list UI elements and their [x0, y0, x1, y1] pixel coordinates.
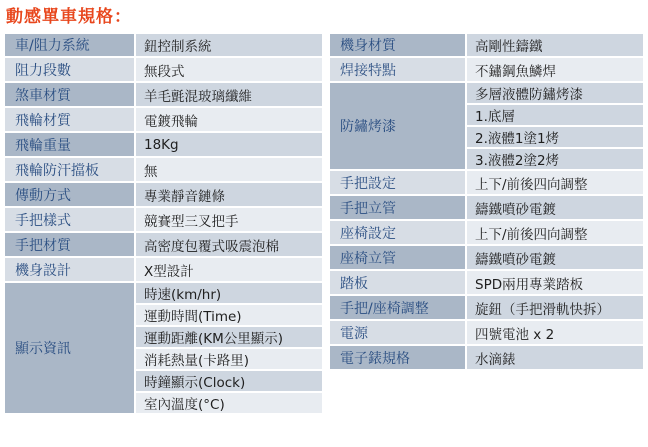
spec-row	[5, 133, 322, 156]
spec-label: 顯示資訊	[5, 283, 134, 413]
coating-values	[467, 83, 643, 169]
spec-row	[5, 34, 322, 56]
spec-label: 防鏽烤漆	[330, 83, 465, 169]
spec-value: 鈕控制系統	[136, 34, 322, 56]
spec-value: 18Kg	[136, 133, 322, 156]
coating-item: 3.液體2塗2烤	[467, 149, 643, 169]
display-info-item: 運動時間(Time)	[136, 305, 322, 325]
spec-value: 旋鈕（手把滑軌快拆）	[467, 296, 643, 319]
spec-value: 高剛性鑄鐵	[467, 34, 643, 56]
spec-label: 煞車材質	[5, 83, 134, 106]
spec-label: 焊接特點	[330, 58, 465, 81]
spec-value: 水滴錶	[467, 346, 643, 369]
spec-row	[330, 271, 643, 294]
display-info-item: 時速(km/hr)	[136, 283, 322, 303]
spec-row	[5, 208, 322, 231]
spec-label: 傳動方式	[5, 183, 134, 206]
display-info-item: 室內溫度(°C)	[136, 393, 322, 413]
spec-table-right	[330, 34, 643, 369]
spec-value: X型設計	[136, 258, 322, 281]
spec-label: 阻力段數	[5, 58, 134, 81]
spec-row	[5, 58, 322, 81]
spec-row	[5, 258, 322, 281]
spec-label: 手把材質	[5, 233, 134, 256]
spec-row	[330, 171, 643, 194]
coating-item: 多層液體防鏽烤漆	[467, 83, 643, 103]
spec-row	[330, 221, 643, 244]
display-info-item: 時鐘顯示(Clock)	[136, 371, 322, 391]
spec-row	[330, 246, 643, 269]
coating-item: 1.底層	[467, 105, 643, 125]
spec-row	[5, 108, 322, 131]
spec-label: 機身材質	[330, 34, 465, 56]
spec-label: 電子錶規格	[330, 346, 465, 369]
spec-label: 車/阻力系統	[5, 34, 134, 56]
spec-row	[330, 196, 643, 219]
spec-value: 鑄鐵噴砂電鍍	[467, 196, 643, 219]
spec-row	[5, 233, 322, 256]
display-info-item: 消耗熱量(卡路里)	[136, 349, 322, 369]
spec-value: 上下/前後四向調整	[467, 221, 643, 244]
spec-value: 無	[136, 158, 322, 181]
spec-row	[5, 158, 322, 181]
page-title: 動感單車規格：	[6, 7, 132, 27]
coating-item: 2.液體1塗1烤	[467, 127, 643, 147]
spec-value: 專業靜音鏈條	[136, 183, 322, 206]
spec-row	[5, 83, 322, 106]
spec-label: 飛輪防汗擋板	[5, 158, 134, 181]
spec-value: 羊毛氈混玻璃纖維	[136, 83, 322, 106]
spec-value: 四號電池 x 2	[467, 321, 643, 344]
spec-value: SPD兩用專業踏板	[467, 271, 643, 294]
display-info-values	[136, 283, 322, 413]
spec-table-left	[5, 34, 322, 415]
coating-group	[330, 83, 643, 169]
spec-label: 手把樣式	[5, 208, 134, 231]
spec-row	[5, 183, 322, 206]
spec-label: 機身設計	[5, 258, 134, 281]
spec-value: 電鍍飛輪	[136, 108, 322, 131]
spec-row	[330, 34, 643, 56]
spec-value: 不鏽鋼魚鱗焊	[467, 58, 643, 81]
spec-label: 座椅設定	[330, 221, 465, 244]
spec-label: 飛輪重量	[5, 133, 134, 156]
spec-label: 飛輪材質	[5, 108, 134, 131]
spec-value: 上下/前後四向調整	[467, 171, 643, 194]
spec-label: 座椅立管	[330, 246, 465, 269]
spec-row	[330, 346, 643, 369]
spec-value: 高密度包覆式吸震泡棉	[136, 233, 322, 256]
spec-label: 手把設定	[330, 171, 465, 194]
spec-label: 手把/座椅調整	[330, 296, 465, 319]
spec-value: 鑄鐵噴砂電鍍	[467, 246, 643, 269]
spec-row	[330, 321, 643, 344]
display-info-item: 運動距離(KM公里顯示)	[136, 327, 322, 347]
spec-value: 無段式	[136, 58, 322, 81]
spec-value: 競賽型三叉把手	[136, 208, 322, 231]
spec-label: 手把立管	[330, 196, 465, 219]
spec-label: 電源	[330, 321, 465, 344]
spec-label: 踏板	[330, 271, 465, 294]
spec-row	[330, 296, 643, 319]
display-info-group	[5, 283, 322, 413]
spec-row	[330, 58, 643, 81]
